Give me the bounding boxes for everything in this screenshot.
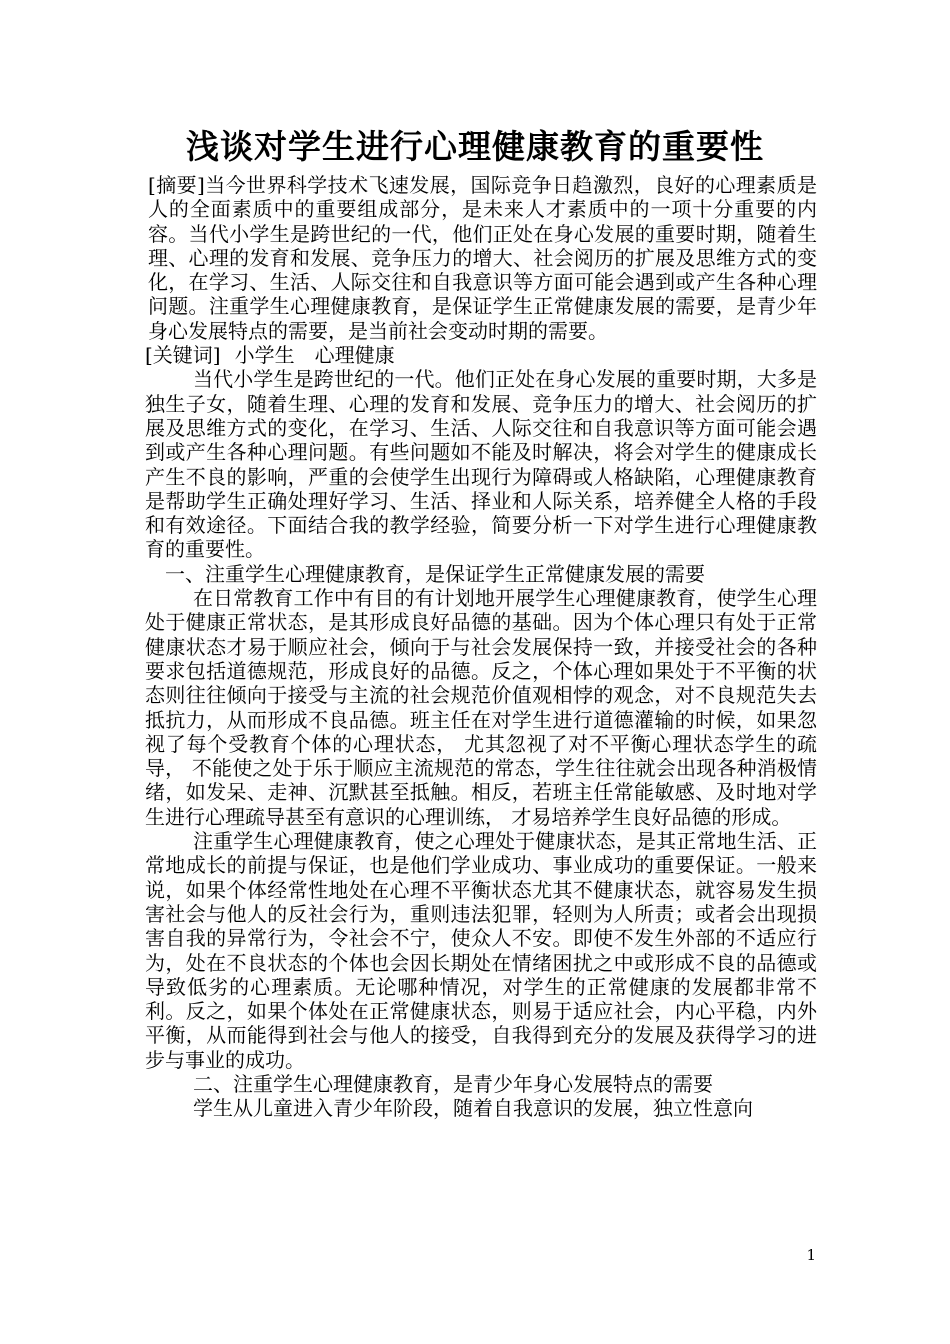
keyword-term: 小学生 [234,343,295,368]
body-paragraph: 注重学生心理健康教育，使之心理处于健康状态，是其正常地生活、正常地成长的前提与保证，也是他们学业成功、事业成功的重要保证。一般来说，如果个体经常性地处在心理不平衡状态尤其不健康状态，就容易发生损害社会与他人的反社会行为，重则违法犯罪，轻则为人所责；或者会出现损害自我的异常行为，令社会不宁，使众人不安。即使不发生外部的不适应行为，处在不良状态的个体也会因长期处在情绪困扰之中或形成不良的品德或导致低劣的心理素质。无论哪种情况，对学生的正常健康的发展都非常不利。反之，如果个体处在正常健康状态，则易于适应社会，内心平稳，内外平衡，从而能得到社会与他人的接受，自我得到充分的发展及获得学习的进步与事业的成功。 [145,829,817,1072]
section-heading-1: 一、注重学生心理健康教育，是保证学生正常健康发展的需要 [165,561,705,586]
document-title: 浅谈对学生进行心理健康教育的重要性 [186,127,764,166]
keywords-label: [关键词] [145,343,221,368]
document-body [145,173,817,1121]
keywords-line [145,343,817,367]
body-paragraph: 在日常教育工作中有目的有计划地开展学生心理健康教育，使学生心理处于健康正常状态，是其形成良好品德的基础。因为个体心理只有处于正常健康状态才易于顺应社会，倾向于与社会发展保持一致，并接受社会的各种要求包括道德规范，形成良好的品德。反之，个体心理如果处于不平衡的状态则往往倾向于接受与主流的社会规范价值观相悖的观念，对不良规范失去抵抗力，从而形成不良品德。班主任在对学生进行道德灌输的时候，如果忽视了每个受教育个体的心理状态， 尤其忽视了对不平衡心理状态学生的疏导， 不能使之处于乐于顺应主流规范的常态，学生往往就会出现各种消极情绪，如发呆、走神、沉默甚至抵触。相反，若班主任常能敏感、及时地对学生进行心理疏导甚至有意识的心理训练， 才易培养学生良好品德的形成。 [145,586,817,829]
abstract-paragraph: [摘要]当今世界科学技术飞速发展，国际竞争日趋激烈，良好的心理素质是人的全面素质中的重要组成部分，是未来人才素质中的一项十分重要的内容。当代小学生是跨世纪的一代，他们正处在身心发展的重要时期，随着生理、心理的发育和发展、竞争压力的增大、社会阅历的扩展及思维方式的变化，在学习、生活、人际交往和自我意识等方面可能会遇到或产生各种心理问题。注重学生心理健康教育，是保证学生正常健康发展的需要，是青少年身心发展特点的需要，是当前社会变动时期的需要。 [148,173,817,343]
body-paragraph: 学生从儿童进入青少年阶段，随着自我意识的发展，独立性意向 [193,1096,753,1121]
section-heading-2: 二、注重学生心理健康教育，是青少年身心发展特点的需要 [193,1071,713,1096]
page-number: 1 [806,1246,816,1264]
keyword-term: 心理健康 [314,343,395,368]
intro-paragraph: 当代小学生是跨世纪的一代。他们正处在身心发展的重要时期，大多是独生子女，随着生理、心理的发育和发展、竞争压力的增大、社会阅历的扩展及思维方式的变化，在学习、生活、人际交往和自我意识等方面可能会遇到或产生各种心理问题。有些问题如不能及时解决，将会对学生的健康成长产生不良的影响，严重的会使学生出现行为障碍或人格缺陷，心理健康教育是帮助学生正确处理好学习、生活、择业和人际关系，培养健全人格的手段和有效途径。下面结合我的教学经验，简要分析一下对学生进行心理健康教育的重要性。 [145,367,817,562]
